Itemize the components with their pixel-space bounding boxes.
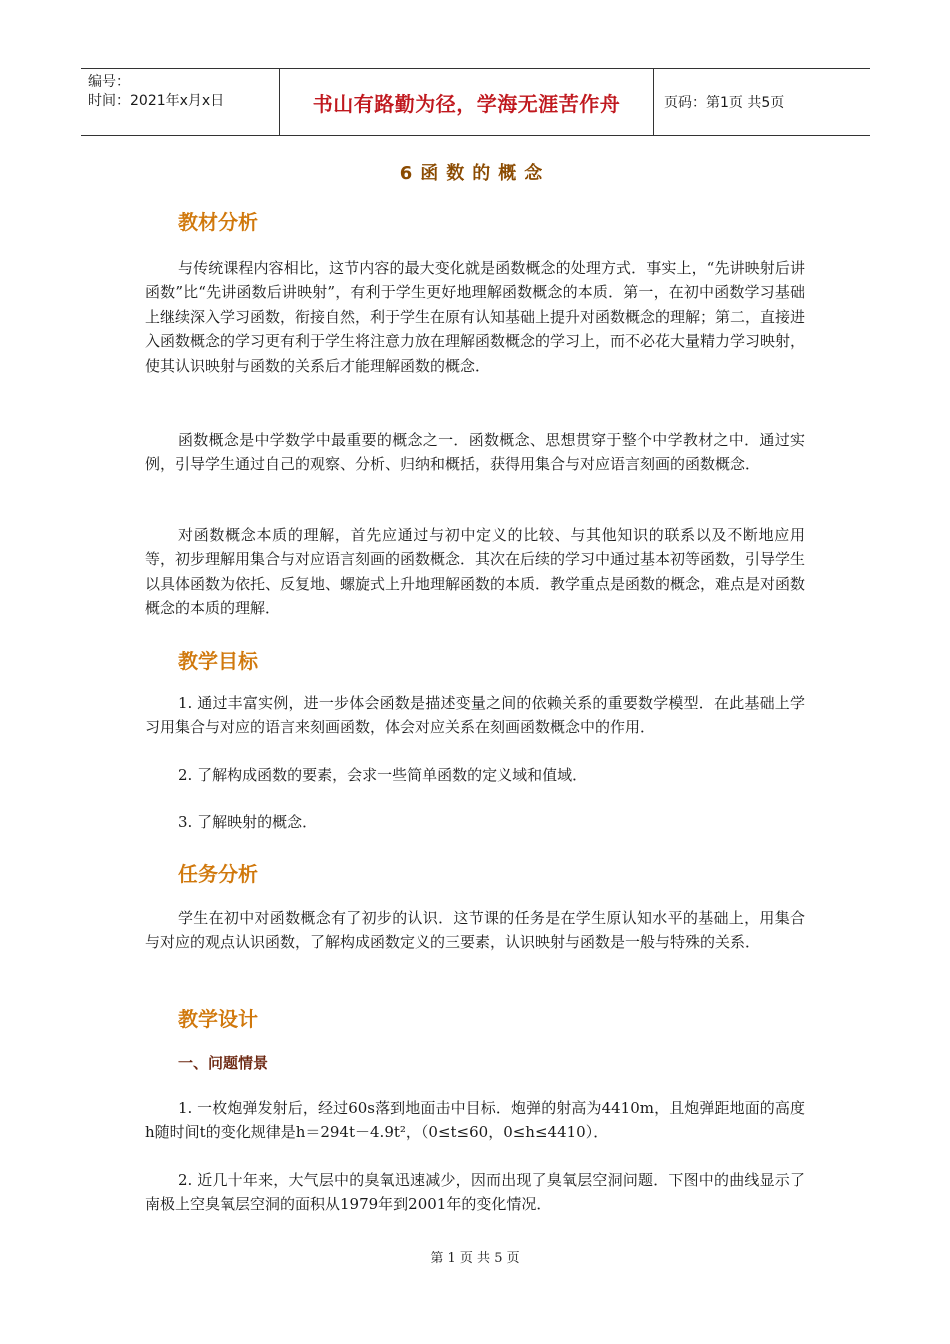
section-heading-design: 教学设计 [178, 1007, 258, 1031]
section-heading-task: 任务分析 [178, 862, 258, 886]
header-motto-cell [280, 69, 654, 135]
goal-item: 2. 了解构成函数的要素，会求一些简单函数的定义域和值域． [178, 766, 588, 784]
analysis-paragraph: 对函数概念本质的理解，首先应通过与初中定义的比较、与其他知识的联系以及不断地应用等，初步理解用集合与对应语言刻画的函数概念．其次在后续的学习中通过基本初等函数，引导学生以具体函数为依托、反复地、螺旋式上升地理解函数的本质．教学重点是函数的概念，难点是对函数概念的本质的理解． [145, 526, 806, 618]
design-paragraph: 1. 一枚炮弹发射后，经过60s落到地面击中目标．炮弹的射高为4410m，且炮弹距地面的高度h随时间t的变化规律是h＝294t－4.9t²，（0≤t≤60，0≤h≤4410）． [145, 1099, 805, 1142]
motto: 书山有路勤为径，学海无涯苦作舟 [312, 91, 621, 116]
analysis-paragraph: 与传统课程内容相比，这节内容的最大变化就是函数概念的处理方式．事实上，“先讲映射后讲函数”比“先讲函数后讲映射”，有利于学生更好地理解函数概念的本质．第一，在初中函数学习基础上继续深入学习函数，衔接自然，利于学生在原有认知基础上提升对函数概念的理解；第二，直接进入函数概念的学习更有利于学生将注意力放在理解函数概念的学习上，而不必花大量精力学习映射，使其认识映射与函数的关系后才能理解函数的概念． [145, 259, 806, 375]
time-label: 时间：2021年x月x日 [88, 93, 225, 109]
design-paragraph: 2. 近几十年来，大气层中的臭氧迅速减少，因而出现了臭氧层空洞问题．下图中的曲线显示了南极上空臭氧层空洞的面积从1979年到2001年的变化情况． [145, 1171, 805, 1214]
goal-item: 1. 通过丰富实例，进一步体会函数是描述变量之间的依赖关系的重要数学模型．在此基础上学习用集合与对应的语言来刻画函数，体会对应关系在刻画函数概念中的作用． [145, 694, 805, 737]
page-footer: 第 1 页 共 5 页 [430, 1251, 520, 1266]
subsection-heading: 一、问题情景 [178, 1054, 269, 1072]
header-meta [81, 69, 280, 135]
task-paragraph: 学生在初中对函数概念有了初步的认识．这节课的任务是在学生原认知水平的基础上，用集合与对应的观点认识函数，了解构成函数定义的三要素，认识映射与函数是一般与特殊的关系． [145, 909, 805, 952]
page-header [81, 68, 870, 136]
goal-item: 3. 了解映射的概念． [178, 813, 318, 831]
section-heading-analysis: 教材分析 [178, 210, 258, 234]
analysis-paragraph: 函数概念是中学数学中最重要的概念之一．函数概念、思想贯穿于整个中学教材之中．通过实例，引导学生通过自己的观察、分析、归纳和概括，获得用集合与对应语言刻画的函数概念． [145, 431, 805, 474]
number-label: 编号： [88, 74, 130, 90]
header-page-info: 页码：第1页 共5页 [664, 95, 785, 111]
document-title: 6函数的概念 [399, 163, 551, 184]
section-heading-goals: 教学目标 [178, 649, 258, 673]
